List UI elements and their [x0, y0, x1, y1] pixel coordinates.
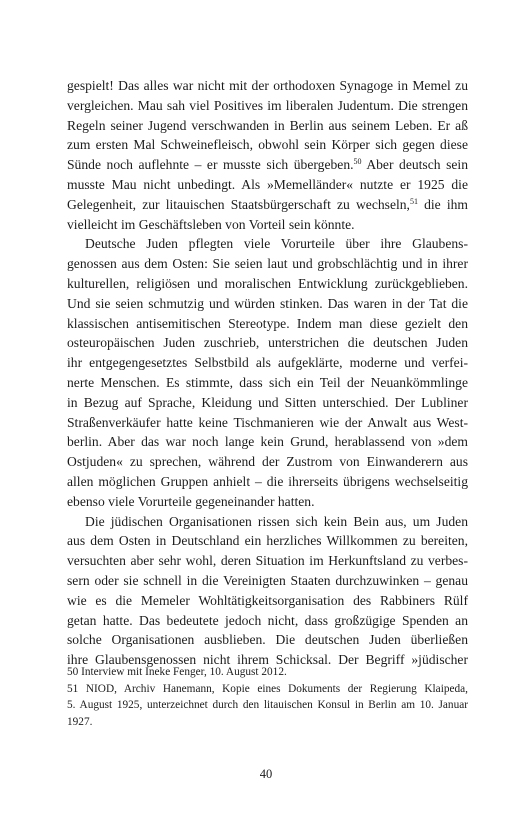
body-line: getan hatte. Das bedeutete jedoch nicht, dass großzügige Spenden an — [67, 612, 468, 628]
body-line: gespielt! Das alles war nicht mit der orthodoxen Synagoge in Memel zu — [67, 78, 468, 93]
body-line: allen möglichen Gruppen anhielt – die ihrerseits übrigens wechselseitig — [67, 473, 468, 489]
body-line-tail: die ihm — [417, 196, 468, 212]
body-line: aus dem Osten in Deutschland ein herzliches Willkommen zu bereiten, — [67, 533, 468, 549]
body-line: Straßenverkäufer hatte keine Tischmanieren wie der Anwalt aus West- — [67, 414, 468, 430]
footnotes — [67, 664, 468, 730]
body-line: versuchten aber sehr wohl, deren Situation im Herkunftsland zu verbes- — [67, 553, 468, 569]
body-line — [67, 155, 468, 175]
body-line: zum ersten Mal Schweinefleisch, obwohl sein Körper sich gegen diese — [67, 137, 468, 153]
body-line-tail: Aber deutsch sein — [361, 157, 468, 173]
page-number: 40 — [259, 767, 273, 781]
body-line: ihre Glaubensgenossen nicht ihrem Schicksal. Der Begriff »jüdischer — [67, 652, 468, 668]
body-line: genossen aus dem Osten: Sie seien laut und grobschlächtig und in ihrer — [67, 256, 468, 272]
body-line: Deutsche Juden pflegten viele Vorurteile über ihre Glaubens- — [85, 236, 468, 252]
body-line: solche Organisationen ausblieben. Die deutschen Juden überließen — [67, 632, 468, 648]
body-line: in Bezug auf Sprache, Kleidung und Sitten unterschied. Der Lubliner — [67, 394, 468, 410]
footnote-line: 50 Interview mit Ineke Fenger, 10. August 2012. — [67, 666, 287, 678]
body-line: ihr entgegengesetztes Selbstbild als aufgeklärte, moderne und verfei- — [67, 355, 468, 371]
body-line: musste Mau nicht unbedingt. Als »Memelländer« nutzte er 1925 die — [67, 176, 468, 192]
body-line — [67, 195, 468, 215]
body-line: nerte Menschen. Es stimmte, dass sich ein Teil der Neuankömmlinge — [67, 374, 468, 390]
body-line: sern oder sie schnell in die Vereinigten Staaten durchzuwinken – genau — [67, 572, 468, 588]
body-line-text: Sünde noch auflehnte – er musste sich übergeben. — [67, 157, 354, 173]
body-line: Regeln seiner Jugend verschwanden in Berlin aus seinem Leben. Er aß — [67, 117, 468, 133]
footnote-ref: 51 — [409, 196, 418, 206]
body-line: Die jüdischen Organisationen rissen sich kein Bein aus, um Juden — [85, 513, 468, 529]
body-line: osteuropäischen Juden zuschrieb, unterstrichen die deutschen Juden — [67, 335, 468, 351]
body-line-text: Gelegenheit, zur litauischen Staatsbürgerschaft zu wechseln, — [67, 196, 410, 212]
footnote-line: 51 NIOD, Archiv Hanemann, Kopie eines Dokuments der Regierung Klaipeda, — [67, 682, 468, 695]
body-line: kulturellen, religiösen und moralischen Entwicklung zurückgeblieben. — [67, 275, 468, 291]
footnote-ref: 50 — [353, 157, 362, 167]
body-line: ebenso viele Vorurteile gegeneinander hatten. — [67, 493, 315, 509]
footnote-line: 1927. — [67, 715, 93, 728]
body-line: Und sie seien schmutzig und würden stinken. Das waren in der Tat die — [67, 295, 468, 311]
body-line: vergleichen. Mau sah viel Positives im liberalen Judentum. Die strengen — [67, 97, 468, 113]
body-line: wie es die Memeler Wohltätigkeitsorganisation des Rabbiners Rülf — [67, 592, 468, 608]
body-line: Ostjuden« zu sprechen, während der Zustrom von Einwanderern aus — [67, 454, 468, 470]
body-line: klassischen antisemitischen Stereotype. Indem man diese gezielt den — [67, 315, 468, 331]
footnote-line: 5. August 1925, unterzeichnet durch den litauischen Konsul in Berlin am 10. Januar — [67, 699, 468, 711]
body-line: berlin. Aber das war noch lange kein Grund, herablassend von »dem — [67, 434, 468, 450]
body-line: vielleicht im Geschäftsleben von Vorteil sein könnte. — [67, 216, 355, 232]
body-text — [67, 76, 468, 670]
